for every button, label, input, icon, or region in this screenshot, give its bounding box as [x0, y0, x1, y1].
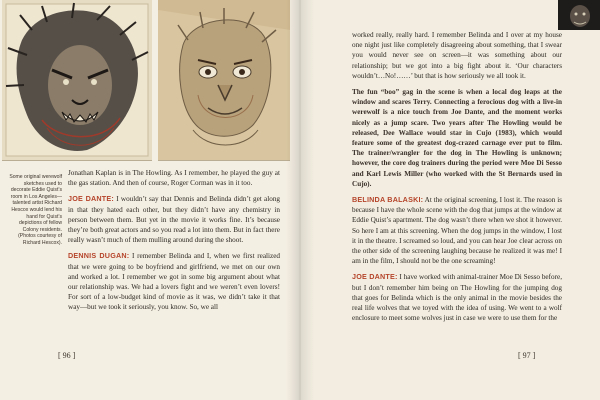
- paragraph: [68, 194, 280, 245]
- speaker-label: JOE DANTE:: [352, 272, 398, 282]
- paragraph: [352, 272, 562, 323]
- speaker-label: BELINDA BALASKI:: [352, 195, 424, 205]
- paragraph-text: The fun “boo” gag in the scene is when a local dog leaps at the window and scares Terry. Connecting a ferocious dog with a live-in werewolf is a nice touch from Joe Dante, and the moment works nicely as a jump scare. Two years after The Howling would be released, Dee Wallace would star in Cujo (1983), which would feature some of the greatest dog-crazed carnage ever put to film. The trainer/wrangler for the dog in The Howling is unknown; however, the core dog trainers during the period were Moe Di Sesso and Karl Lewis Miller (who worked with the St Bernards used in Cujo).: [352, 88, 562, 188]
- page-number: [ 97 ]: [518, 351, 536, 360]
- paragraph: [352, 30, 562, 81]
- narrative-paragraph: [352, 87, 562, 189]
- paragraph: [68, 168, 280, 188]
- page-number: [ 96 ]: [58, 351, 76, 360]
- paragraph: [352, 195, 562, 266]
- werewolf-thumbnail-image: [558, 0, 600, 30]
- left-text-column: [68, 168, 280, 319]
- speaker-label: JOE DANTE:: [68, 194, 114, 204]
- speaker-label: DENNIS DUGAN:: [68, 251, 130, 261]
- paragraph-text: I have worked with animal-trainer Moe Di Sesso before, but I don’t remember him being on The Howling for the jumping dog that goes for Belinda which is the only animal in the movie besides the real life wolves that we toyed with the idea of using. We went to a wolf enclosure to meet some wolves just in case we were to use them for the: [352, 273, 562, 323]
- paragraph: [68, 251, 280, 312]
- right-page: [300, 0, 600, 400]
- paragraph-text: Jonathan Kaplan is in The Howling. As I remember, he played the guy at the gas station. And then of course, Roger Corman was in it too.: [68, 169, 280, 188]
- photo-caption: Some original werewolf sketches used to decorate Eddie Quist’s room in Los Angeles—talented artist Richard Hescox would lend his hand for Quist’s depictions of fellow Colony residents. (Photos courtesy of Richard Hescox).: [9, 174, 62, 246]
- werewolf-sketch-image-2: [158, 0, 290, 161]
- paragraph-text: I remember Belinda and I, when we first realized that we were going to be boyfriend and girlfriend, we met on our own and worked a lot. I remember we got in some big argument about what our relationship was. We had a lovers fight and we weren’t even lovers! For sort of a low-budget kind of movie as it was, we didn’t take it that way—but we took it seriously, you know. So, we all: [68, 252, 280, 312]
- paragraph-text: worked really, really hard. I remember Belinda and I over at my house one night just like completely disagreeing about something, that I swear you would never see on screen—it was something about our relationship; but we got into a big fight about it. ‘Our characters wouldn’t…No!……’ but that is how seriously we all took it.: [352, 31, 562, 80]
- right-text-column: [352, 30, 562, 329]
- paragraph-text: At the original screening, I lost it. The reason is because I have the whole scene with the dog that jumps at the window at Eddie Quist’s apartment. The dog wasn’t there when we shot it however. So here I am at this screening. When the dog jumps in the window, I lost it in the theatre. I screamed so loud, and you can hear Joe clear across on the other side of the screening laughing because he realized it was me! I am in the film, I should not be the one screaming!: [352, 196, 562, 266]
- werewolf-sketch-image-1: [2, 0, 152, 161]
- paragraph-text: I wouldn’t say that Dennis and Belinda didn’t get along in that they hated each other, but they didn’t have any chemistry in person between them. But yet in the movie it works fine. It’s because they’re both great actors and so you read a lot into them. But in fact there really wasn’t much of them mulling around during the shoot.: [68, 195, 281, 245]
